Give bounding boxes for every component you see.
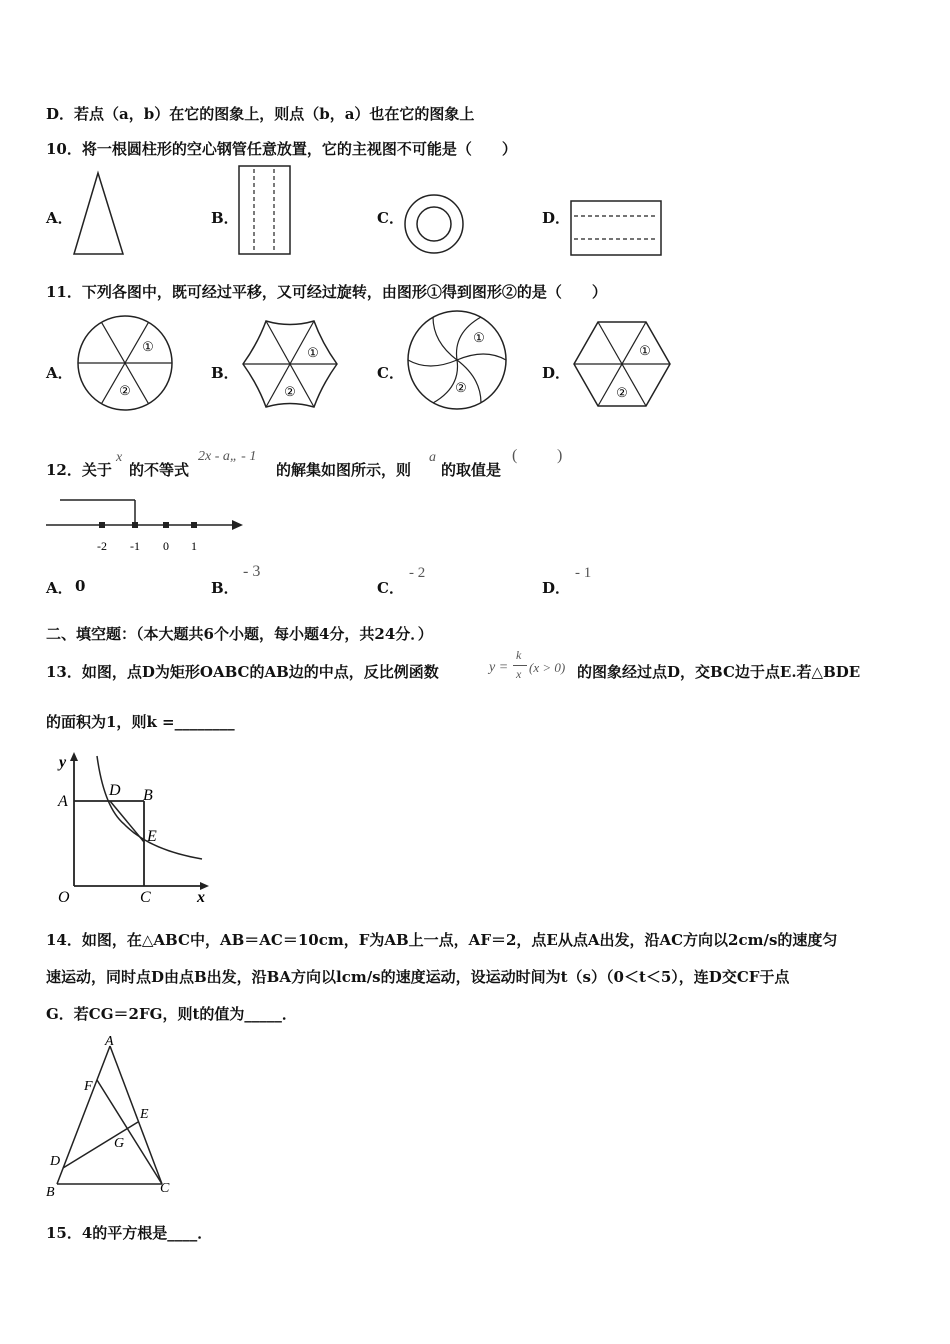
q12-inequality: 2x - a„ - 1: [198, 449, 257, 464]
q11-label-d: D．: [542, 364, 571, 382]
q12-var-x: x: [116, 450, 123, 465]
q12-number-line: [46, 492, 246, 558]
q11-label-c: C．: [377, 364, 404, 382]
q10-label-b: B．: [211, 209, 239, 227]
q13-formula-cond: (x > 0): [529, 660, 566, 675]
q11-label-a: A．: [46, 364, 73, 382]
q13-line2: 的面积为1，则k =________: [46, 713, 235, 731]
q10-stem: 10．将一根圆柱形的空心钢管任意放置，它的主视图不可能是（ ）: [46, 140, 517, 158]
q12-option-b-value: - 3: [243, 563, 261, 580]
q14-label-G: G: [114, 1136, 125, 1151]
q11-stem: 11．下列各图中，既可经过平移，又可经过旋转，由图形①得到图形②的是（ ）: [46, 283, 607, 301]
q14-line2: 速运动，同时点D由点B出发，沿BA方向以lcm/s的速度运动，设运动时间为t（s）（0＜t＜5），连D交CF于点: [46, 968, 790, 986]
q13-label-E: E: [147, 828, 157, 845]
q13-label-y: y: [59, 754, 67, 771]
q12-option-c-label: C．: [377, 579, 404, 597]
q12-prefix: 12．关于: [46, 461, 112, 479]
q14-label-B: B: [46, 1185, 55, 1200]
q13-text-a: 13．如图，点D为矩形OABC的AB边的中点，反比例函数: [46, 663, 439, 681]
q12-tick-neg2: -2: [97, 539, 107, 553]
q12-tick-1: 1: [191, 539, 197, 553]
q12-option-b-label: B．: [211, 579, 239, 597]
q12-option-d-label: D．: [542, 579, 571, 597]
q13-label-B: B: [143, 787, 153, 804]
q13-formula-k: k: [516, 648, 522, 662]
q13-label-A: A: [58, 793, 68, 810]
q13-formula-x: x: [516, 667, 522, 681]
q13-formula-y: y =: [489, 660, 509, 675]
q12-tick-neg1: -1: [130, 539, 140, 553]
q9-option-d: D．若点（a，b）在它的图象上，则点（b，a）也在它的图象上: [46, 105, 475, 123]
q12-paren-close: ): [557, 447, 563, 464]
q10-figure-c-concentric-circles: [403, 193, 467, 257]
q13-fraction-bar: [513, 665, 527, 666]
q10-figure-a-triangle: [70, 170, 126, 256]
q12-option-d-value: - 1: [575, 565, 592, 581]
q13-figure-rectangle-hyperbola: [54, 752, 214, 904]
q11-figure-c-circle-pinwheel: [405, 308, 509, 412]
q11-figure-d-hexagon: [572, 320, 672, 410]
q12-option-c-value: - 2: [409, 565, 426, 581]
q14-label-A: A: [105, 1034, 114, 1049]
q10-figure-d-rect-horizontal-dashed: [570, 200, 664, 258]
q11-c-fig1-mark: ①: [473, 330, 485, 345]
q11-b-fig1-mark: ①: [307, 345, 319, 360]
q14-label-D: D: [50, 1154, 61, 1169]
q14-line1: 14．如图，在△ABC中，AB＝AC＝10cm，F为AB上一点，AF＝2，点E从点A出发，沿AC方向以2cm/s的速度匀: [46, 931, 838, 949]
q12-var-a: a: [429, 450, 436, 465]
q14-line3: G．若CG＝2FG，则t的值为_____．: [46, 1005, 297, 1023]
q11-c-fig2-mark: ②: [455, 380, 467, 395]
q14-label-C: C: [160, 1181, 170, 1196]
q12-tail: 的取值是: [441, 461, 502, 479]
q11-d-fig1-mark: ①: [639, 343, 651, 358]
q14-label-F: F: [84, 1079, 93, 1094]
q12-option-a-label: A．: [46, 579, 73, 597]
q13-label-C: C: [140, 889, 151, 906]
q11-a-fig1-mark: ①: [142, 339, 154, 354]
section2-heading: 二、填空题：（本大题共6个小题，每小题4分，共24分．）: [46, 625, 433, 643]
q12-option-a-value: 0: [75, 577, 86, 595]
q12-suffix: 的解集如图所示，则: [276, 461, 412, 479]
q12-mid: 的不等式: [129, 461, 190, 479]
q12-paren-open: (: [512, 447, 518, 464]
q11-b-fig2-mark: ②: [284, 384, 296, 399]
q13-text-b: 的图象经过点D，交BC边于点E.若△BDE: [577, 663, 861, 681]
q13-label-O: O: [58, 889, 70, 906]
q14-label-E: E: [140, 1107, 149, 1122]
q11-figure-b-hexagon-curved: [240, 318, 340, 410]
q11-a-fig2-mark: ②: [119, 383, 131, 398]
q13-label-x: x: [197, 889, 205, 906]
q10-label-d: D．: [542, 209, 571, 227]
q12-tick-0: 0: [163, 539, 169, 553]
q10-label-c: C．: [377, 209, 404, 227]
q10-label-a: A．: [46, 209, 73, 227]
q13-label-D: D: [109, 782, 121, 799]
q11-d-fig2-mark: ②: [616, 385, 628, 400]
q15-text: 15．4的平方根是____．: [46, 1224, 213, 1242]
q10-figure-b-rect-vertical-dashed: [238, 165, 292, 257]
q14-figure-triangle: [44, 1034, 184, 1204]
q11-figure-a-circle-sectors: [75, 313, 175, 413]
q11-label-b: B．: [211, 364, 239, 382]
